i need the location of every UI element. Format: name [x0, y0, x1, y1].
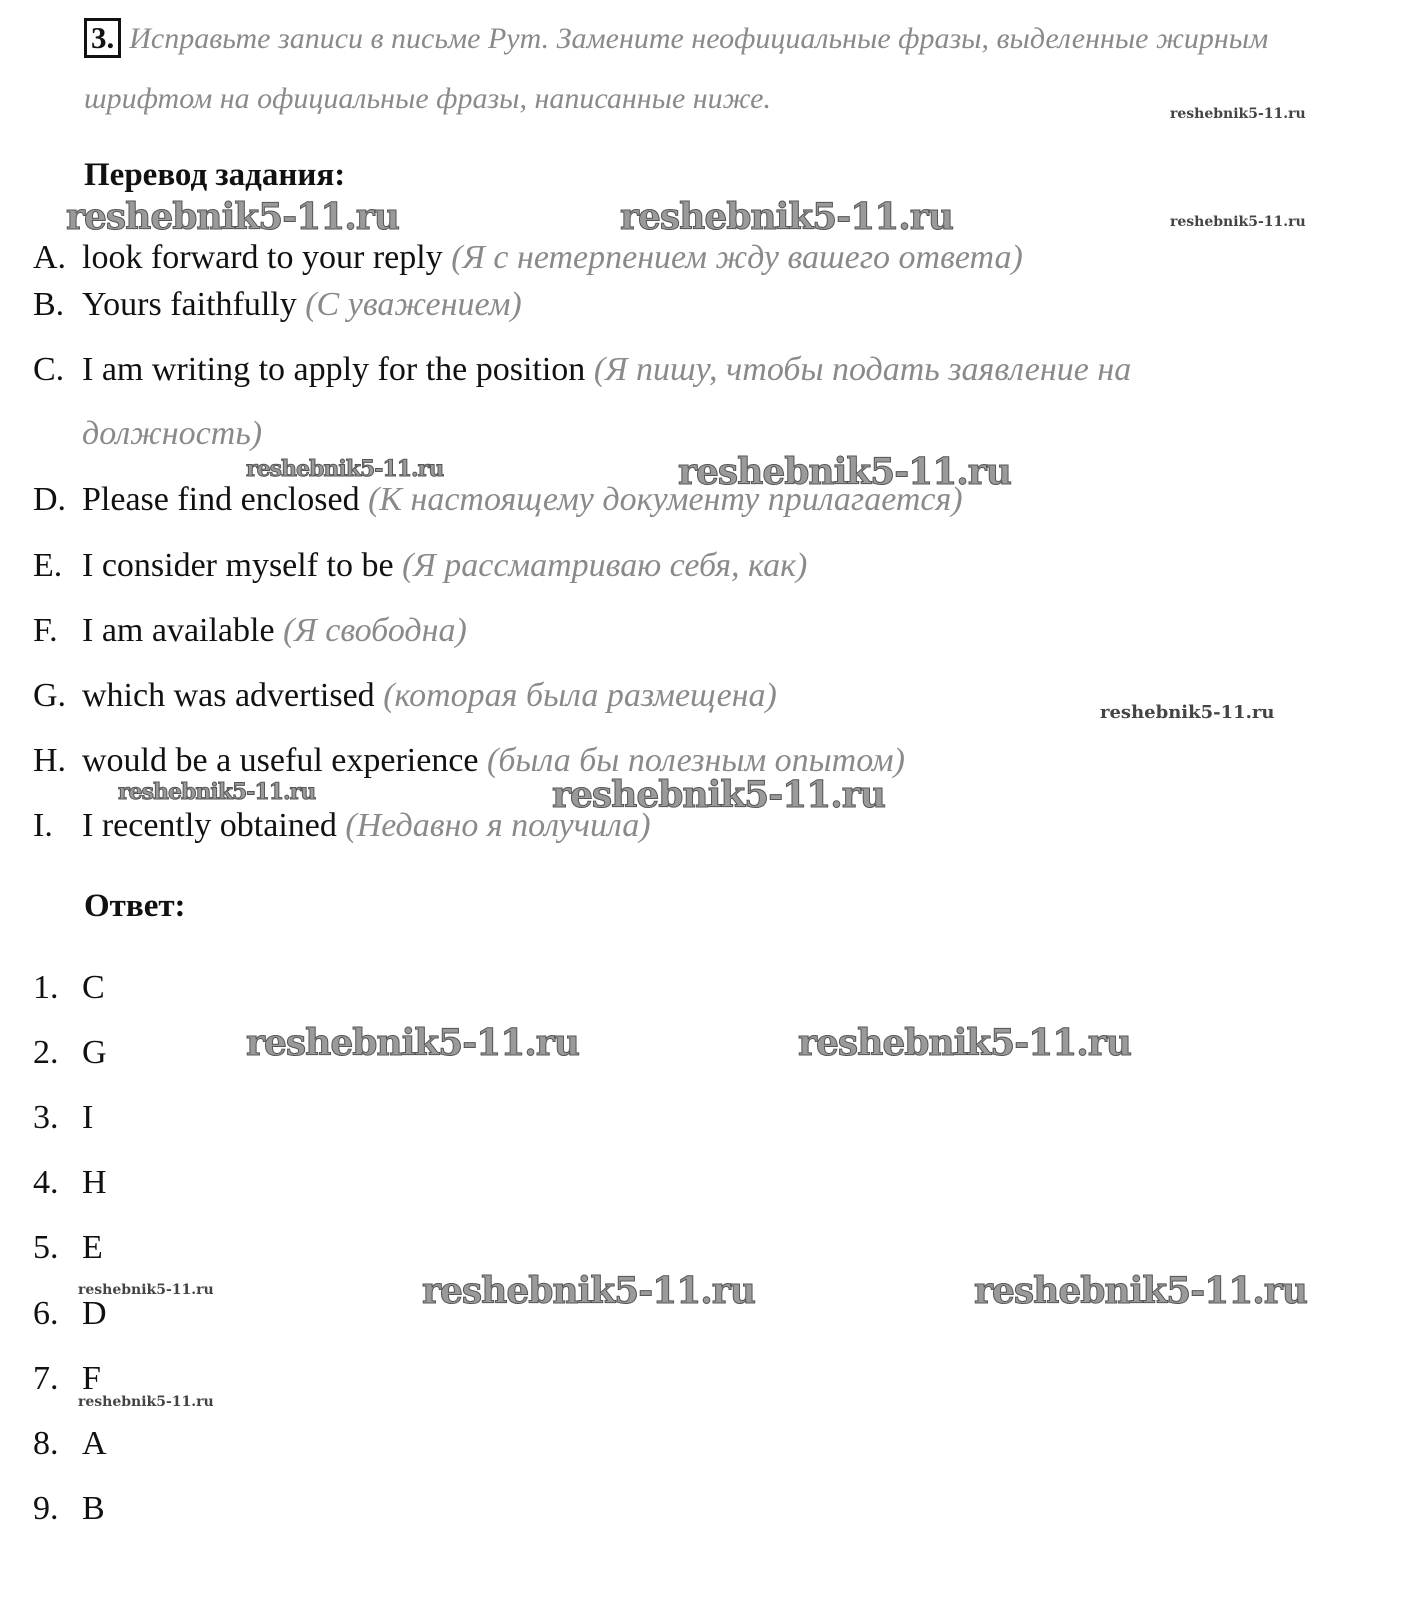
item-russian: (Я свободна)	[283, 612, 467, 649]
item-letter: B.	[33, 286, 65, 323]
item-letter: D.	[33, 481, 67, 518]
watermark: reshebnik5-11.ru	[246, 456, 444, 482]
watermark: reshebnik5-11.ru	[552, 774, 885, 816]
answer-number: 6.	[33, 1295, 59, 1332]
item-russian: (С уважением)	[305, 286, 522, 323]
item-russian: (Я пишу, чтобы подать заявление на	[593, 351, 1132, 388]
item-russian: (Недавно я получила)	[345, 807, 651, 844]
watermark: reshebnik5-11.ru	[974, 1270, 1307, 1312]
watermark: reshebnik5-11.ru	[678, 451, 1011, 493]
answer-number: 2.	[33, 1034, 59, 1071]
item-english: would be a useful experience	[82, 742, 479, 779]
item-c-russian-continuation: должность)	[82, 415, 263, 452]
item-letter: E.	[33, 547, 63, 584]
answer-value: B	[82, 1490, 105, 1527]
answer-value: I	[82, 1099, 94, 1136]
answer-number: 3.	[33, 1099, 59, 1136]
task-number-box: 3.	[84, 18, 121, 58]
item-letter: G.	[33, 677, 67, 714]
item-russian: (Я рассматриваю себя, как)	[402, 547, 808, 584]
watermark: reshebnik5-11.ru	[422, 1270, 755, 1312]
item-russian: (которая была размещена)	[383, 677, 777, 714]
answer-value: C	[82, 969, 105, 1006]
item-russian: (была бы полезным опытом)	[487, 742, 905, 779]
item-english: Yours faithfully	[82, 286, 297, 323]
watermark: reshebnik5-11.ru	[1100, 702, 1275, 723]
watermark: reshebnik5-11.ru	[78, 1282, 214, 1298]
answer-heading: Ответ:	[84, 888, 186, 924]
item-letter: H.	[33, 742, 67, 779]
answer-value: G	[82, 1034, 107, 1071]
watermark: reshebnik5-11.ru	[798, 1022, 1131, 1064]
item-letter: F.	[33, 612, 58, 649]
answer-value: D	[82, 1295, 107, 1332]
item-english: which was advertised	[82, 677, 375, 714]
task-instruction-text-1: Исправьте записи в письме Рут. Замените неофициальные фразы, выделенные жирным	[129, 22, 1269, 55]
watermark: reshebnik5-11.ru	[1170, 106, 1306, 122]
item-english: look forward to your reply	[82, 239, 443, 276]
item-english: Please find enclosed	[82, 481, 360, 518]
item-english: I recently obtained	[82, 807, 337, 844]
answer-number: 8.	[33, 1425, 59, 1462]
item-english: I consider myself to be	[82, 547, 394, 584]
item-letter: C.	[33, 351, 65, 388]
item-letter: A.	[33, 239, 67, 276]
watermark: reshebnik5-11.ru	[246, 1022, 579, 1064]
watermark: reshebnik5-11.ru	[118, 779, 316, 805]
answer-number: 9.	[33, 1490, 59, 1527]
translation-heading: Перевод задания:	[84, 157, 346, 193]
item-russian: (К настоящему документу прилагается)	[368, 481, 963, 518]
answer-number: 7.	[33, 1360, 59, 1397]
item-russian: (Я с нетерпением жду вашего ответа)	[451, 239, 1023, 276]
watermark: reshebnik5-11.ru	[66, 196, 399, 238]
task-instruction-line-1	[84, 18, 1268, 58]
answer-value: E	[82, 1229, 103, 1266]
answer-value: A	[82, 1425, 107, 1462]
answer-number: 4.	[33, 1164, 59, 1201]
watermark: reshebnik5-11.ru	[620, 196, 953, 238]
item-letter: I.	[33, 807, 53, 844]
item-english: I am available	[82, 612, 275, 649]
item-english: I am writing to apply for the position	[82, 351, 586, 388]
answer-number: 5.	[33, 1229, 59, 1266]
answer-number: 1.	[33, 969, 59, 1006]
watermark: reshebnik5-11.ru	[1170, 214, 1306, 230]
answer-value: F	[82, 1360, 101, 1397]
answer-value: H	[82, 1164, 107, 1201]
watermark: reshebnik5-11.ru	[78, 1394, 214, 1410]
task-instruction-line-2: шрифтом на официальные фразы, написанные ниже.	[84, 82, 771, 115]
